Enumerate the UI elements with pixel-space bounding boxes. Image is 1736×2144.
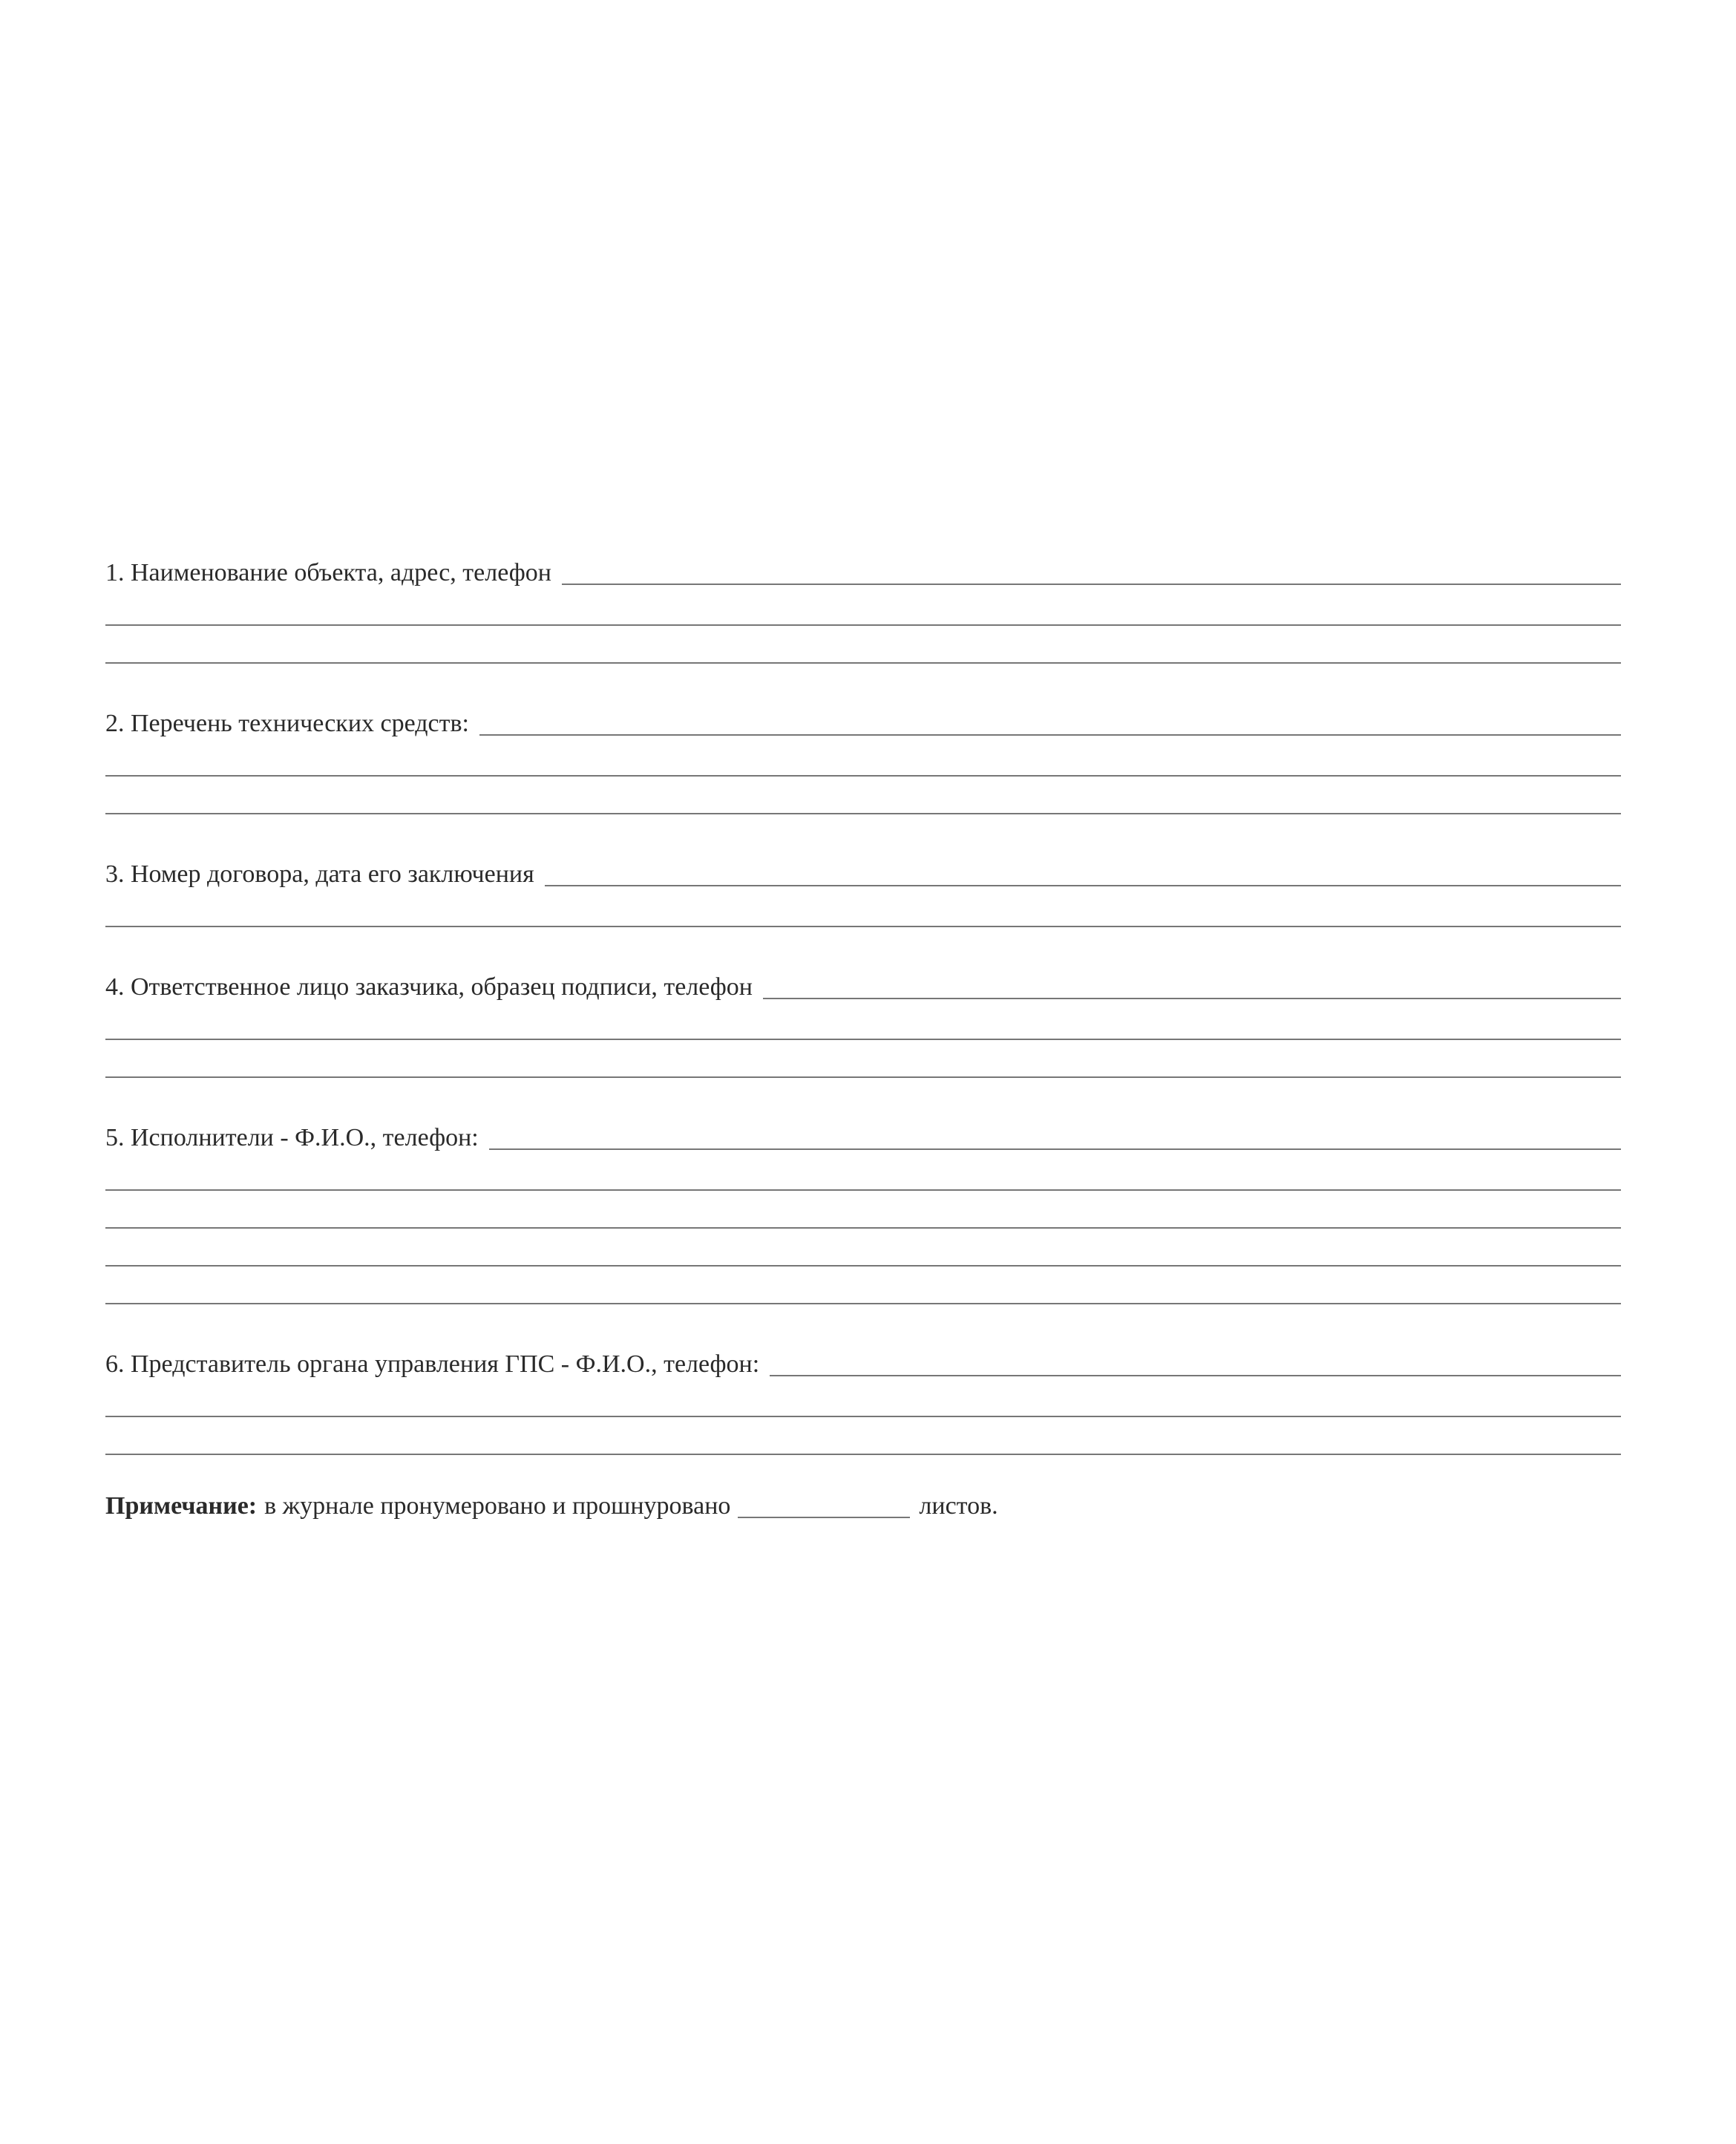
fill-in-line[interactable] xyxy=(105,588,1621,626)
fill-in-line[interactable] xyxy=(489,1126,1621,1150)
sheet-count-field[interactable] xyxy=(738,1494,910,1518)
fill-in-line[interactable] xyxy=(562,561,1621,585)
form-item-first-line xyxy=(105,964,1621,1002)
form-item-3 xyxy=(105,851,1621,927)
note-heading: Примечание: xyxy=(105,1492,258,1520)
form-item-first-line xyxy=(105,549,1621,588)
note-text-after: листов. xyxy=(919,1492,998,1520)
fill-in-line[interactable] xyxy=(105,626,1621,664)
form-item-first-line xyxy=(105,1341,1621,1379)
fill-in-line[interactable] xyxy=(105,1040,1621,1078)
form-item-label: 4. Ответственное лицо заказчика, образец подписи, телефон xyxy=(105,973,753,1001)
form-item-label: 2. Перечень технических средств: xyxy=(105,710,469,737)
form-item-1 xyxy=(105,549,1621,664)
form-item-5 xyxy=(105,1114,1621,1304)
fill-in-line[interactable] xyxy=(105,889,1621,927)
form-item-4 xyxy=(105,964,1621,1078)
form-item-label: 3. Номер договора, дата его заключения xyxy=(105,860,534,888)
form-item-label: 6. Представитель органа управления ГПС - Ф.И.О., телефон: xyxy=(105,1350,760,1378)
fill-in-line[interactable] xyxy=(770,1353,1621,1376)
form-item-first-line xyxy=(105,851,1621,889)
fill-in-line[interactable] xyxy=(105,777,1621,814)
note-line xyxy=(105,1491,1621,1521)
fill-in-line[interactable] xyxy=(105,1229,1621,1267)
fill-in-line[interactable] xyxy=(105,1002,1621,1040)
fill-in-line[interactable] xyxy=(105,1417,1621,1455)
form-item-label: 5. Исполнители - Ф.И.О., телефон: xyxy=(105,1124,479,1151)
fill-in-line[interactable] xyxy=(545,863,1621,886)
form-item-2 xyxy=(105,700,1621,814)
form-item-6 xyxy=(105,1341,1621,1455)
fill-in-line[interactable] xyxy=(105,1191,1621,1229)
journal-form xyxy=(105,549,1621,1521)
fill-in-line[interactable] xyxy=(105,1153,1621,1191)
form-item-first-line xyxy=(105,700,1621,739)
fill-in-line[interactable] xyxy=(763,975,1621,999)
form-item-first-line xyxy=(105,1114,1621,1153)
note-text-before: в журнале пронумеровано и прошнуровано xyxy=(264,1492,731,1520)
fill-in-line[interactable] xyxy=(479,712,1621,736)
fill-in-line[interactable] xyxy=(105,739,1621,777)
form-items xyxy=(105,549,1621,1455)
fill-in-line[interactable] xyxy=(105,1379,1621,1417)
form-item-label: 1. Наименование объекта, адрес, телефон xyxy=(105,559,551,586)
fill-in-line[interactable] xyxy=(105,1267,1621,1304)
